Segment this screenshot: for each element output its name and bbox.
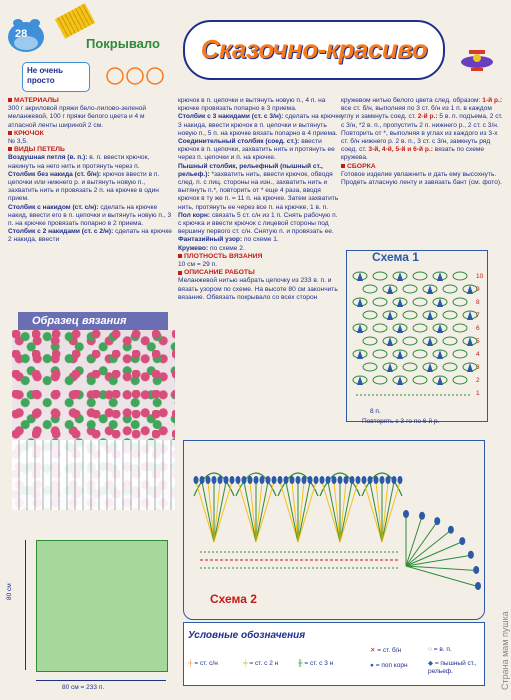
scheme1-puff-stitch [397, 298, 403, 307]
scheme2-puff-stitch [398, 476, 403, 484]
scheme1-chain-arc [363, 285, 377, 293]
scheme1-chain-arc [453, 298, 467, 306]
scheme2-puff-stitch [344, 476, 349, 484]
legend-dtr-label: = ст. с 3 н [304, 660, 334, 667]
scheme2-puff-stitch [320, 476, 325, 484]
row3-label: 3-й, 4-й, 5-й и 6-й р.: [368, 146, 433, 154]
row3-text: вязать по схеме кружева. [341, 146, 485, 162]
scheme1-puff-stitch [397, 324, 403, 333]
scheme1-chain-arc [413, 350, 427, 358]
scheme1-puff-stitch [427, 363, 433, 372]
legend-title: Условные обозначения [188, 630, 306, 641]
term-popcorn: Пол корн: [178, 211, 211, 219]
scheme1-puff-stitch [427, 337, 433, 346]
scheme1-row-number: 5 [476, 338, 480, 345]
legend-puff: ◆ = пышный ст., рельеф. [428, 660, 477, 675]
scheme2-fan-stitch [340, 482, 352, 542]
work-heading: ОПИСАНИЕ РАБОТЫ [184, 269, 255, 277]
ruler-decor [55, 3, 95, 38]
scheme1-row-number: 7 [476, 312, 480, 319]
scheme2-puff-stitch [284, 476, 289, 484]
scheme1-chain-arc [413, 272, 427, 280]
scheme1-chain-arc [373, 324, 387, 332]
scheme1-puff-stitch [437, 350, 443, 359]
legend-tr: ╪ = ст. с 2 н [243, 660, 279, 667]
scheme1-title: Схема 1 [372, 250, 419, 264]
scheme2-puff-stitch [362, 476, 367, 484]
scheme1-puff-stitch [357, 376, 363, 385]
legend-dtr: ╫ = ст. с 3 н [298, 660, 334, 667]
term-sc: Столбик без накида (ст. б/н): [8, 170, 102, 178]
scheme1-puff-stitch [437, 298, 443, 307]
term-lace: Кружево: [178, 244, 209, 252]
scheme1-chain-arc [413, 324, 427, 332]
legend-ch: ○ = в. п. [428, 646, 452, 653]
scheme2-fan-stitch [382, 482, 394, 542]
text-fancy: по схеме 1. [243, 236, 279, 244]
scheme1-chain-arc [443, 363, 457, 371]
dim-width-line [36, 680, 166, 681]
scheme2-fan-stitch [214, 482, 226, 542]
scheme1-chain-arc [453, 376, 467, 384]
scheme2-puff-stitch [200, 476, 205, 484]
scheme1-chain-arc [363, 363, 377, 371]
scheme1-puff-stitch [387, 337, 393, 346]
scheme2-corner-stitch [406, 518, 422, 566]
scheme1-puff-stitch [387, 311, 393, 320]
scheme2-puff-stitch [314, 476, 319, 484]
dim-height-line [25, 540, 26, 670]
scheme1-chain-arc [453, 324, 467, 332]
scheme2-puff-stitch [386, 476, 391, 484]
right-cont: кружевом нитью белого цвета след. образом: [341, 97, 481, 104]
difficulty-label: Не очень просто [27, 66, 63, 85]
scheme1-puff-stitch [387, 285, 393, 294]
scheme1-puff-stitch [467, 337, 473, 346]
headline: Сказочно-красиво [200, 34, 428, 64]
scheme2-fan-stitch [286, 482, 298, 542]
scheme1-chain-arc [373, 298, 387, 306]
scheme2-corner-stitch [406, 531, 450, 566]
loops-heading: ВИДЫ ПЕТЕЛЬ [14, 146, 65, 154]
term-fancy: Фантазийный узор: [178, 236, 243, 244]
section-title: Покрывало [86, 36, 160, 51]
text-dc: сделать на крючке накид, ввести его в п. цепочки и вытянуть новую п., 3 п. на крючке провязать попарно в 2 приема. [8, 203, 172, 228]
scheme1-chain-arc [453, 350, 467, 358]
left-column [8, 97, 173, 245]
scheme2-puff-stitch [254, 476, 259, 484]
scheme1-puff-stitch [437, 324, 443, 333]
scheme2-puff-stitch [206, 476, 211, 484]
legend-puff-label: = пышный ст., рельеф. [428, 660, 477, 675]
scheme1-row-number: 10 [476, 273, 484, 280]
scheme1-puff-stitch [467, 285, 473, 294]
scheme2-puff-stitch [212, 476, 217, 484]
scheme1-puff-stitch [427, 311, 433, 320]
difficulty-box [22, 62, 90, 92]
scheme2-puff-stitch [380, 476, 385, 484]
text-slst: ввести крючок в п. цепочки, захватить нить и протянуть ее через п. цепочки и п. на крючке. [178, 138, 335, 162]
scheme2-fan-stitch [328, 482, 340, 542]
right-column [341, 97, 503, 187]
text-puff: *захватить нить, ввести крючок, обводя след. п. с лиц. стороны на изн., захватить нить и вытянуть п.*, повторить от * еще 4 раза, вводя крючок в ту же п. = 11 п. на крючке. Затем захватить нить, протянуть ее через все п. на крючке, 1 в. п. [178, 170, 339, 211]
scheme1-row-number: 1 [476, 390, 480, 397]
density-heading: ПЛОТНОСТЬ ВЯЗАНИЯ [184, 252, 263, 260]
airplane-icon [455, 40, 499, 80]
density-text: 10 см = 29 п. [178, 261, 218, 269]
scheme1-puff-stitch [357, 298, 363, 307]
scheme2-corner-puff [468, 551, 474, 559]
text-sc: крючок ввести в п. цепочки или нижнего р. и вытянуть новую п., захватить нить и провязать 2 п. на крючке в один прием. [8, 170, 160, 203]
scheme1-puff-stitch [467, 311, 473, 320]
scheme2-puff-stitch [296, 476, 301, 484]
legend-popcorn-label: = поп корн [375, 662, 408, 669]
scheme1-repeat: 8 п. [370, 408, 381, 415]
legend-popcorn: ● = поп корн [370, 662, 408, 669]
materials-heading: МАТЕРИАЛЫ [14, 97, 59, 104]
hook-text: № 3,5. [8, 138, 28, 146]
scheme1-chain-arc [453, 272, 467, 280]
legend-sc-label: = ст. б/н [377, 647, 402, 654]
scheme1-puff-stitch [437, 272, 443, 281]
mid-cont: крючок в п. цепочки и вытянуть новую п., 4 п. на крючке провязать попарно в 3 приема. [178, 97, 326, 113]
term-dtr: Столбик с 3 накидами (ст. с 3/н): [178, 113, 284, 121]
text-air-loop: в. п. ввести крючок, накинуть на него нить и протянуть через п. [8, 154, 150, 170]
scheme1-chain-arc [443, 311, 457, 319]
row1-text: все ст. б/н, выполняя по 3 ст. б/н из 1 п. в каждом углу и замкнуть соед. ст. [341, 105, 492, 121]
scheme1-row-number: 2 [476, 377, 480, 384]
scheme1-puff-stitch [467, 363, 473, 372]
scheme2-puff-stitch [224, 476, 229, 484]
scheme2-puff-stitch [290, 476, 295, 484]
scheme2-corner-puff [434, 517, 440, 525]
scheme1-chain-arc [443, 285, 457, 293]
scheme1-chain-arc [403, 311, 417, 319]
scheme1-caption: Повторять с 3-го по 6-й р. [362, 418, 440, 425]
scheme1-chain-arc [443, 337, 457, 345]
text-popcorn: связать 5 ст. с/н из 1 п. Снять рабочую п. с крючка и ввести крючок с лицевой стороны под вершину первого ст. с/н. Снятую п. и провязать ее. [178, 211, 338, 236]
scheme2-corner-puff [419, 512, 425, 520]
scheme2-puff-stitch [308, 476, 313, 484]
sample-label-bar [18, 312, 168, 330]
scheme2-puff-stitch [266, 476, 271, 484]
term-air-loop: Воздушная петля (в. п.): [8, 154, 88, 162]
scheme2-puff-stitch [338, 476, 343, 484]
scheme1-chain-arc [403, 285, 417, 293]
scheme2-puff-stitch [392, 476, 397, 484]
legend-ch-label: = в. п. [433, 646, 452, 653]
assembly-heading: СБОРКА [347, 162, 376, 170]
scheme2-corner-puff [459, 537, 465, 545]
legend-sc: ✕ = ст. б/н [370, 647, 402, 654]
scheme2-puff-stitch [356, 476, 361, 484]
scheme2-title: Схема 2 [210, 592, 257, 606]
scheme1-chain-arc [363, 311, 377, 319]
scheme2-corner-puff [475, 582, 481, 590]
scheme2-corner-puff [403, 510, 409, 518]
scheme2-puff-stitch [260, 476, 265, 484]
term-tr: Столбик с 2 накидами (ст. с 2/н): [8, 228, 114, 236]
scheme2-fan-stitch [256, 482, 268, 542]
row2-label: 2-й р.: [417, 113, 438, 121]
legend-tr-label: = ст. с 2 н [249, 660, 279, 667]
scheme1-row-number: 3 [476, 364, 480, 371]
scheme2-puff-stitch [302, 476, 307, 484]
scheme2-corner-puff [473, 566, 479, 574]
scheme1-puff-stitch [427, 285, 433, 294]
middle-column [178, 97, 342, 302]
scheme2-puff-stitch [374, 476, 379, 484]
hook-heading: КРЮЧОК [14, 129, 44, 137]
scheme2-fan-stitch [370, 482, 382, 542]
scheme2-puff-stitch [230, 476, 235, 484]
scheme1-chain-arc [373, 272, 387, 280]
scheme2-corner-stitch [406, 566, 476, 586]
scheme1-puff-stitch [357, 350, 363, 359]
scheme2-puff-stitch [332, 476, 337, 484]
scheme2-puff-stitch [236, 476, 241, 484]
sample-photo-lace [12, 440, 175, 510]
text-dtr: сделать на крючке 3 накида, ввести крючок в п. цепочки и вытянуть новую п., 5 п. на крючке вязать попарно в 4 приема. [178, 113, 342, 137]
legend-dc: ┼ = ст. с/н [188, 660, 218, 667]
assembly-text: Готовое изделие увлажнить и дать ему высохнуть. Продеть атласную ленту и завязать бант (см. фото). [341, 170, 502, 187]
page-number-badge [6, 16, 46, 54]
scheme2-puff-stitch [218, 476, 223, 484]
term-puff: Пышный столбик, рельефный (пышный ст., рельеф.): [178, 162, 323, 178]
scheme1-row-number: 4 [476, 351, 480, 358]
scheme2-puff-stitch [194, 476, 199, 484]
scheme1-chain-arc [413, 298, 427, 306]
scheme1-chain-arc [363, 337, 377, 345]
scheme2-corner-stitch [406, 556, 469, 566]
dim-width: 80 см = 233 п. [62, 684, 105, 691]
scheme1-puff-stitch [437, 376, 443, 385]
scheme2-puff-stitch [368, 476, 373, 484]
scheme1-puff-stitch [357, 324, 363, 333]
scheme1-chain-arc [373, 376, 387, 384]
scheme1-chain-arc [373, 350, 387, 358]
scheme1-puff-stitch [397, 272, 403, 281]
scheme1-puff-stitch [397, 376, 403, 385]
work-text: Меланжевой нитью набрать цепочку из 233 в. п. и вязать узором по схеме. На высоте 80 см закончить вязание. Обвязать покрывало со всех сторон [178, 277, 338, 301]
scheme2-fan-stitch [298, 482, 310, 542]
term-slst: Соединительный столбик (соед. ст.): [178, 138, 300, 146]
scheme2-puff-stitch [326, 476, 331, 484]
difficulty-chicks [105, 64, 165, 88]
scheme2-puff-stitch [248, 476, 253, 484]
dim-height: 80 см [6, 583, 13, 600]
headline-banner [183, 20, 445, 80]
sample-label: Образец вязания [32, 315, 127, 327]
scheme2-puff-stitch [272, 476, 277, 484]
watermark: Страна мам пушка [500, 611, 510, 690]
legend-dc-label: = ст. с/н [194, 660, 218, 667]
text-lace: по схеме 2. [210, 244, 245, 252]
scheme2-fan-stitch [244, 482, 256, 542]
row2-text: 5 в. п. подъема, 2 ст. с 3/н, *2 в. п., пропустить 2 п. нижнего р., 2 ст. с 3/н. Повторить от *, выполняя в углах из каждого из 3-х ст. б/н нижнего р. 2 в. п., 3 ст. с 3/н, замкнуть ряд соед. ст. [341, 113, 503, 154]
scheme2-corner-puff [448, 526, 454, 534]
scheme1-puff-stitch [397, 350, 403, 359]
blanket-shape [36, 540, 168, 672]
scheme1-chart [352, 264, 492, 414]
scheme1-row-number: 9 [476, 286, 480, 293]
scheme2-puff-stitch [278, 476, 283, 484]
row1-label: 1-й р.: [482, 97, 503, 104]
scheme1-row-number: 6 [476, 325, 480, 332]
scheme1-chain-arc [403, 337, 417, 345]
scheme2-puff-stitch [242, 476, 247, 484]
chicks-icon [105, 64, 165, 88]
term-dc: Столбик с накидом (ст. с/н): [8, 203, 99, 211]
scheme1-chain-arc [403, 363, 417, 371]
scheme2-puff-stitch [350, 476, 355, 484]
materials-text: 300 г акриловой пряжи бело-лилово-зеленой меланжевой, 100 г пряжи белого цвета и 4 м атласной ленты шириной 2 см. [8, 105, 147, 129]
text-tr: сделать на крючке 2 накида, ввести [8, 228, 172, 244]
scheme2-corner-stitch [406, 566, 474, 570]
scheme1-puff-stitch [387, 363, 393, 372]
scheme2-fan-stitch [202, 482, 214, 542]
scheme1-puff-stitch [357, 272, 363, 281]
scheme1-row-number: 8 [476, 299, 480, 306]
scheme1-chain-arc [413, 376, 427, 384]
page-number: 28 [15, 28, 28, 40]
